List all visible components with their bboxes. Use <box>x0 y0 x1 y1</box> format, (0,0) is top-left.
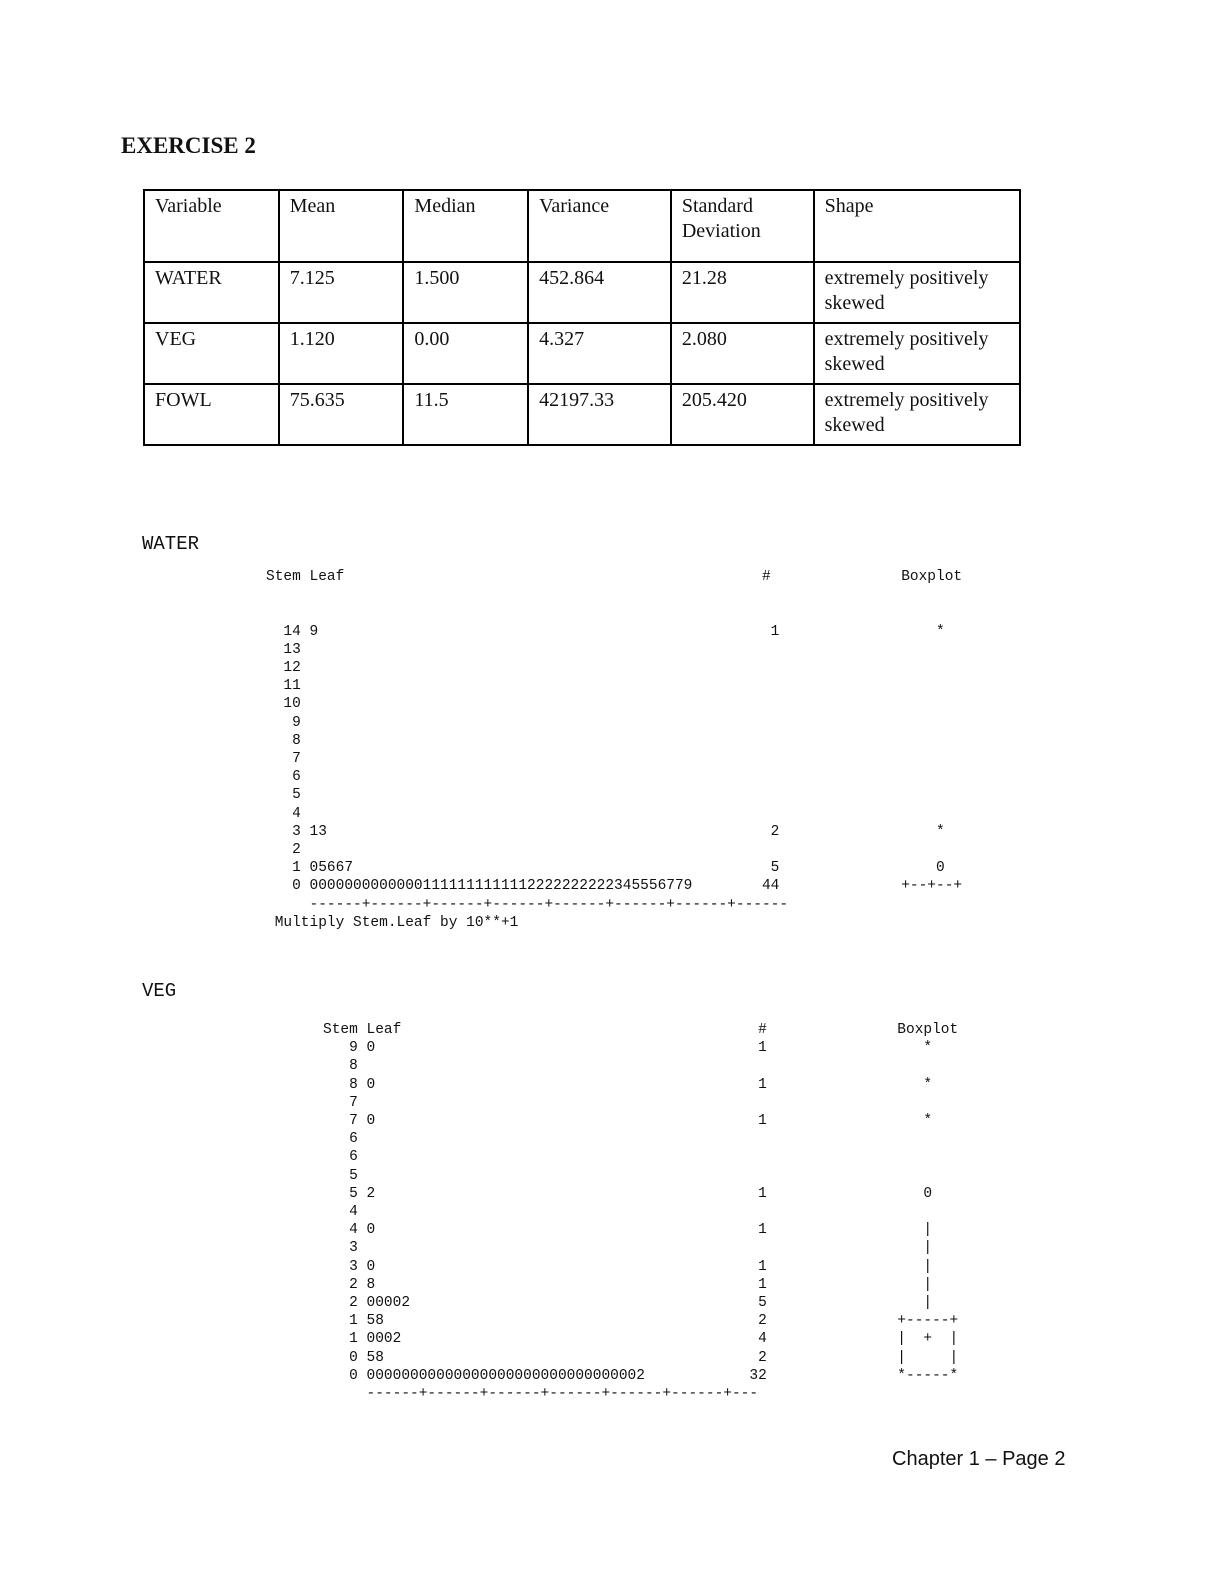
water-section-label: WATER <box>142 533 200 555</box>
table-row <box>144 384 1020 445</box>
exercise-heading: EXERCISE 2 <box>121 133 256 158</box>
cell-median: 0.00 <box>403 323 528 384</box>
veg-stem-leaf-plot: Stem Leaf # Boxplot 9 0 1 * 8 8 0 1 * 7 7 0 1 * 6 6 5 5 2 1 0 4 4 0 1 | 3 | 3 0 1 | 2 8 1 | 2 00002 5 | 1 58 2 +-----+ 1 0002 4 | + | 0 58 2 | | 0 00000000000000000000000000000002 32 *-----* ------+------+------+------+------+------+--- <box>323 1022 959 1403</box>
water-stem-leaf-plot: Stem Leaf # Boxplot 14 9 1 * 13 12 11 10 9 8 7 6 5 4 3 13 2 * 2 1 05667 5 0 0 00000000000001111111111112222222222345556779 44 +--+--+ ------+------+------+------+------+------+------+------ Multiply Stem.Leaf by 10**+1 <box>266 569 963 931</box>
table-row <box>144 323 1020 384</box>
cell-mean: 75.635 <box>279 384 404 445</box>
table-row <box>144 262 1020 323</box>
cell-median: 11.5 <box>403 384 528 445</box>
cell-standard-deviation: 2.080 <box>671 323 814 384</box>
cell-mean: 7.125 <box>279 262 404 323</box>
header-shape: Shape <box>814 190 1020 262</box>
summary-statistics-table <box>143 189 1021 446</box>
cell-median: 1.500 <box>403 262 528 323</box>
cell-variance: 452.864 <box>528 262 671 323</box>
page-footer: Chapter 1 – Page 2 <box>892 1448 1066 1470</box>
header-mean: Mean <box>279 190 404 262</box>
header-variance: Variance <box>528 190 671 262</box>
header-variable: Variable <box>144 190 279 262</box>
cell-standard-deviation: 205.420 <box>671 384 814 445</box>
table-header-row <box>144 190 1020 262</box>
cell-variable: WATER <box>144 262 279 323</box>
header-median: Median <box>403 190 528 262</box>
cell-shape: extremely positively skewed <box>814 323 1020 384</box>
cell-shape: extremely positively skewed <box>814 262 1020 323</box>
veg-section-label: VEG <box>142 980 177 1002</box>
cell-standard-deviation: 21.28 <box>671 262 814 323</box>
cell-variance: 42197.33 <box>528 384 671 445</box>
cell-variable: FOWL <box>144 384 279 445</box>
cell-variable: VEG <box>144 323 279 384</box>
cell-mean: 1.120 <box>279 323 404 384</box>
header-standard-deviation: Standard Deviation <box>671 190 814 262</box>
cell-variance: 4.327 <box>528 323 671 384</box>
cell-shape: extremely positively skewed <box>814 384 1020 445</box>
